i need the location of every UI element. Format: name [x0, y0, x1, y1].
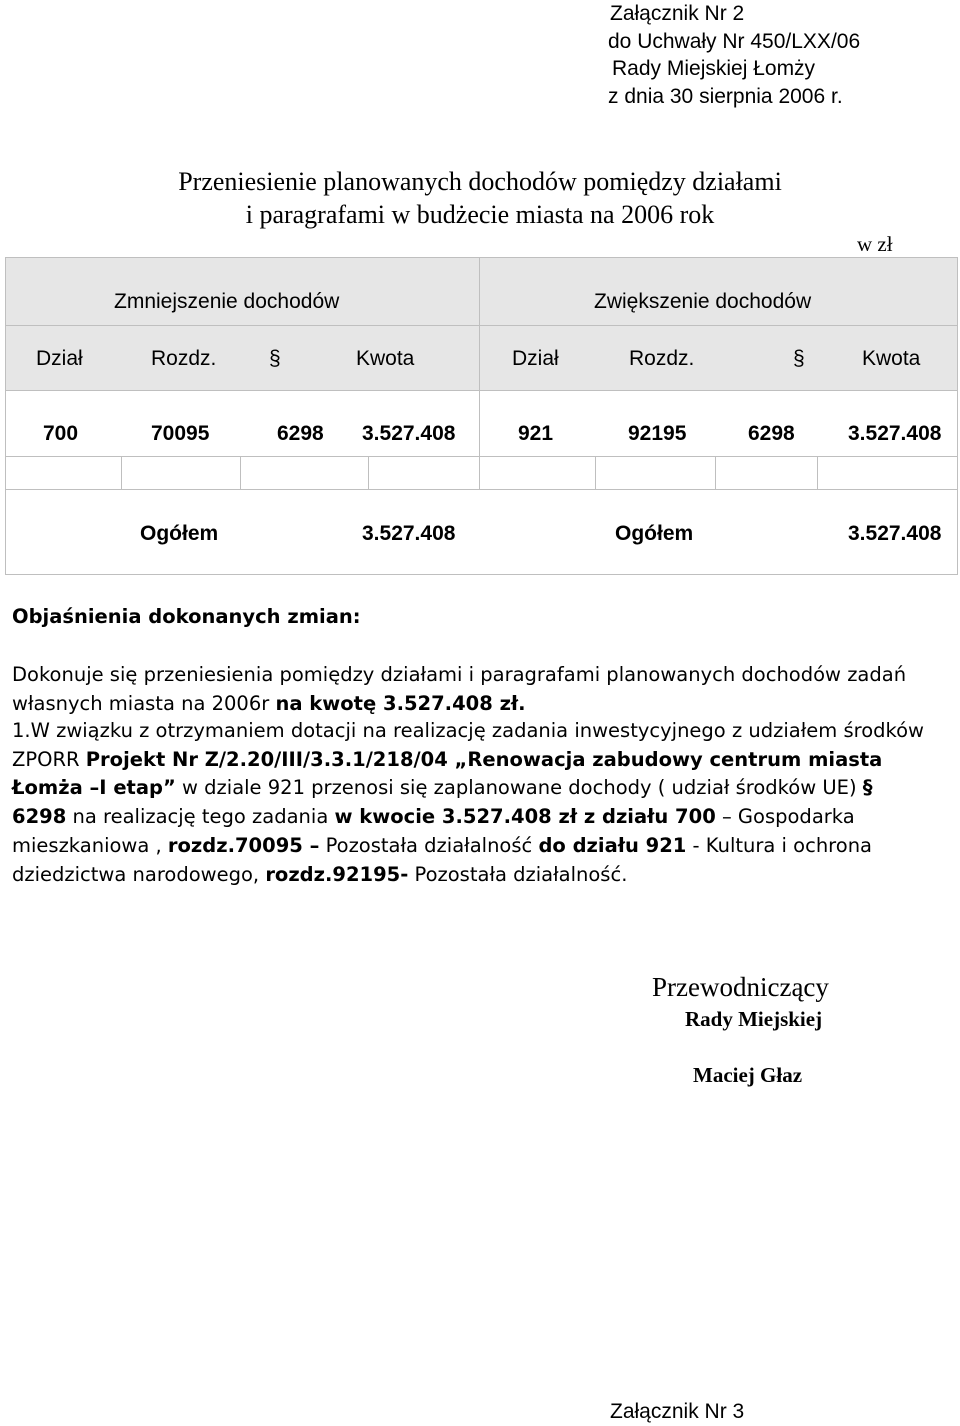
table-grid-line	[368, 456, 369, 489]
table-grid-line	[6, 390, 957, 391]
project-title: Projekt Nr Z/2.20/III/3.3.1/218/04 „Renowacja zabudowy centrum miasta	[85, 748, 883, 771]
column-header-paragraph-left: §	[269, 347, 281, 370]
explanation-paragraph-line	[12, 802, 855, 831]
section-reference: do działu 921	[538, 834, 687, 857]
explanation-paragraph-line	[12, 745, 882, 774]
explanation-paragraph-line	[12, 773, 873, 802]
row-rozdz-left: 70095	[151, 422, 210, 445]
column-header-dzial-right: Dział	[512, 347, 559, 370]
explanation-text: ZPORR	[12, 748, 86, 771]
explanation-text: - Kultura i ochrona	[686, 834, 873, 857]
table-grid-line	[6, 325, 957, 326]
explanation-paragraph-line	[12, 831, 872, 860]
column-header-paragraph-right: §	[793, 347, 805, 370]
chapter-reference: rozdz.70095 –	[167, 834, 320, 857]
row-kwota-left: 3.527.408	[362, 422, 456, 445]
total-value-right: 3.527.408	[848, 522, 942, 545]
explanation-text: w dziale 921 przenosi się zaplanowane dochody ( udział środków UE)	[175, 776, 863, 799]
total-label-left: Ogółem	[140, 522, 219, 545]
increase-income-header: Zwiększenie dochodów	[594, 290, 812, 313]
document-title	[0, 165, 960, 231]
table-grid-line	[6, 456, 957, 457]
transfer-amount: na kwotę 3.527.408 zł.	[275, 692, 526, 715]
title-line-2: i paragrafami w budżecie miasta na 2006 rok	[245, 200, 715, 229]
explanation-heading: Objaśnienia dokonanych zmian:	[12, 605, 361, 628]
column-header-kwota-right: Kwota	[862, 347, 921, 370]
table-grid-line	[6, 489, 957, 490]
table-grid-line	[121, 456, 122, 489]
budget-transfer-table	[5, 257, 958, 575]
explanation-text: dziedzictwa narodowego,	[12, 863, 266, 886]
resolution-date: z dnia 30 sierpnia 2006 r.	[608, 84, 843, 108]
table-grid-line	[817, 456, 818, 489]
row-rozdz-right: 92195	[628, 422, 687, 445]
project-stage: Łomża –I etap”	[12, 776, 176, 799]
attachment-header	[608, 0, 860, 110]
table-grid-line	[715, 456, 716, 489]
chapter-reference: rozdz.92195-	[265, 863, 409, 886]
next-attachment-label: Załącznik Nr 3	[610, 1400, 745, 1423]
row-kwota-right: 3.527.408	[848, 422, 942, 445]
explanation-paragraph-line: 1.W związku z otrzymaniem dotacji na realizację zadania inwestycyjnego z udziałem środków	[12, 719, 924, 742]
resolution-reference: do Uchwały Nr 450/LXX/06	[608, 29, 861, 53]
table-header-background	[6, 258, 957, 390]
row-paragraph-right: 6298	[748, 422, 795, 445]
column-header-rozdz-left: Rozdz.	[151, 347, 217, 370]
total-value-left: 3.527.408	[362, 522, 456, 545]
explanation-text: – Gospodarka	[715, 805, 855, 828]
table-grid-line	[595, 456, 596, 489]
row-dzial-left: 700	[43, 422, 79, 445]
row-dzial-right: 921	[518, 422, 554, 445]
decrease-income-header: Zmniejszenie dochodów	[114, 290, 340, 313]
column-header-dzial-left: Dział	[36, 347, 83, 370]
explanation-paragraph-line: Dokonuje się przeniesienia pomiędzy działami i paragrafami planowanych dochodów zadań	[12, 663, 907, 686]
table-group-divider	[479, 258, 480, 489]
explanation-text: Pozostała działalność.	[408, 863, 628, 886]
signature-title: Przewodniczący	[652, 972, 829, 1002]
explanation-paragraph-line	[12, 689, 526, 718]
signature-name: Maciej Głaz	[693, 1063, 803, 1087]
amount-and-section: w kwocie 3.527.408 zł z działu 700	[334, 805, 716, 828]
explanation-text: własnych miasta na 2006r	[12, 692, 276, 715]
title-line-1: Przeniesienie planowanych dochodów pomiędzy działami	[178, 167, 782, 196]
column-header-kwota-left: Kwota	[356, 347, 415, 370]
currency-unit: w zł	[857, 232, 893, 256]
explanation-text: na realizację tego zadania	[66, 805, 335, 828]
paragraph-number: 6298	[12, 805, 67, 828]
council-name: Rady Miejskiej Łomży	[612, 57, 816, 80]
row-paragraph-left: 6298	[277, 422, 324, 445]
explanation-paragraph-line	[12, 860, 627, 889]
total-label-right: Ogółem	[615, 522, 694, 545]
table-grid-line	[240, 456, 241, 489]
explanation-text: Pozostała działalność	[319, 834, 539, 857]
signature-organization: Rady Miejskiej	[685, 1007, 823, 1031]
explanation-text: mieszkaniowa ,	[12, 834, 168, 857]
column-header-rozdz-right: Rozdz.	[629, 347, 695, 370]
paragraph-symbol: §	[862, 776, 873, 799]
attachment-number: Załącznik Nr 2	[610, 2, 745, 25]
